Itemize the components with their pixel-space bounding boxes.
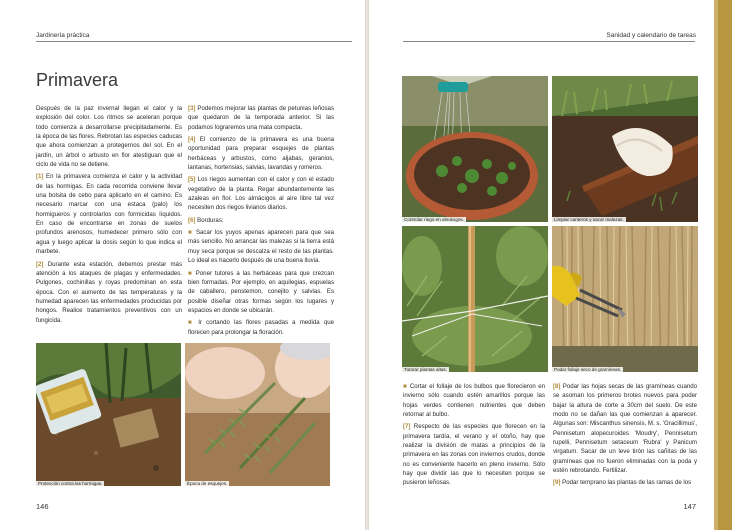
item-number: [7] — [403, 423, 411, 431]
photo-cuttings — [185, 343, 330, 486]
photo-staking — [402, 226, 548, 372]
text-column-1 — [36, 104, 182, 328]
bullet-icon: ■ — [188, 269, 193, 277]
grasses-illustration — [552, 226, 698, 372]
paragraph-6 — [188, 216, 334, 225]
bullet-icon: ■ — [403, 383, 408, 390]
paragraph-7 — [403, 422, 545, 487]
intro-paragraph: Después de la paz invernal llegan el calor y la explosión del color. Los ritmos se aceleran porque todo comienza a desarrollarse precipitadamente. Es la época de las flores. Rebrotan las especies caducas que ahora comienzan a protegernos del sol. En el jardín, un árbol o arbusto en flor atestiguan que el ciclo de vida no se detiene. — [36, 105, 182, 169]
bullet-text: Poner tutores a las herbáceas para que crezcan bien formadas. Por ejemplo, en aquilegias, espuelas de caballero, penstemon, conejito y salvias. Es posible diseñar otras formas según los lugares y espacios en donde se ubicarán. — [188, 269, 334, 314]
paragraph-text: Podar las hojas secas de las gramíneas cuando se asoman los primeros brotes nuevos para poder bajar la altura de corte a 30cm del suelo. De este modo no se dañan las que comienzan a aparecer. Algunas son: Miscanthus sinensis, M. s. 'Gracillimus', Pennisetum alopecuroides 'Moudry', Pennisetum rupelli, Pennisetum setaceum 'Rubra' y Panicum virgatum. Sacar de un leve tirón las cañitas de las gramíneas que no fueron eliminadas con la poda y estén rebrotando. Fertilizar. — [553, 383, 697, 475]
cuttings-illustration — [185, 343, 330, 486]
weeding-illustration — [552, 76, 698, 222]
staking-illustration — [402, 226, 548, 372]
text-column-2 — [188, 104, 334, 340]
photo-ant-control — [36, 343, 181, 486]
item-number: [8] — [553, 383, 561, 390]
bullet-text: Sacar los yuyos apenas aparecen para que sea más sencillo. No arrancar las malezas si la tierra está muy seca porque se descalza el resto de las plantas. Lo ideal es hacerlo después de una buena lluvia. — [188, 229, 334, 265]
paragraph-text: Podar temprano las plantas de las ramas de los — [560, 479, 692, 487]
right-page — [369, 0, 714, 530]
text-column-4 — [553, 382, 697, 491]
photo-weeding — [552, 76, 698, 222]
photo-caption: Podar follaje seco de gramíneas. — [554, 367, 622, 372]
photo-caption: Controlar riego en almácigos. — [404, 217, 465, 222]
paragraph-text: Los riegos aumentan con el calor y con el estado vegetativo de la planta. Regar abundantemente las azaleas en flor. Los almácigos al aire libre tal vez necesiten dos riegos livianos diarios. — [188, 176, 334, 212]
paragraph-text: Borduras: — [195, 216, 224, 224]
photo-grasses — [552, 226, 698, 372]
bullet-text: Cortar el follaje de los bulbos que florecieron en invierno sólo cuando estén amarillos porque las hojas verdes contienen nutrientes que deben retornar al bulbo. — [403, 383, 545, 419]
bullet-1 — [188, 228, 334, 265]
paragraph-text: Durante esta estación, debemos prestar más atención a los ataques de plagas y enfermedades. Pulgones, cochinillas y royas predominan en esta época. Con el aumento de las temperaturas y la humedad aparecen las enfermedades producidas por hongos. Realice tratamientos preventivos con un fungicida. — [36, 260, 182, 324]
text-column-3 — [403, 382, 545, 491]
item-number: [9] — [553, 479, 561, 487]
photo-caption: Protección contra las hormigas. — [38, 481, 103, 486]
item-number: [2] — [36, 260, 44, 268]
header-rule — [36, 41, 352, 42]
paragraph-text: En la primavera comienza el calor y la actividad de las hormigas. En cada recorrida conviene llevar una bolsita de cebo para aplicarlo en el camino. Es necesario marcar con una estaca (palo) los hormigueros y controlarlos con formicidas líquidos. En caso de encontrarse en zonas de suelos profundos arenosos, humedecer primero sólo con agua y luego aplicar la dosis según lo que indica el marbete. — [36, 173, 182, 256]
page-number-left: 146 — [36, 502, 49, 511]
paragraph-2 — [36, 260, 182, 325]
paragraph-text: Respecto de las especies que florecen en la primavera tardía, el verano y el otoño, hay que realizar la división de matas a principios de la primavera en las zonas con inviernos crudos, donde no es conveniente hacerlo en pleno invierno. Sólo hay que dividir las que lo necesiten porque se pusieron leñosas. — [403, 423, 545, 487]
item-number: [6] — [188, 216, 196, 224]
item-number: [5] — [188, 176, 196, 184]
paragraph-5 — [188, 175, 334, 212]
bullet-2 — [188, 269, 334, 316]
left-page — [0, 0, 365, 530]
paragraph-text: El comienzo de la primavera es una buena oportunidad para preparar esquejes de plantas herbáceas y arbustos, como aljabas, geranios, lantanas, hortensias, salvias, lavandas y romeros. — [188, 136, 334, 172]
header-rule — [403, 41, 695, 42]
paragraph-text: Podemos mejorar las plantas de petunias leñosas que quedaron de la temporada anterior. Si las podamos lograremos una mata compacta. — [188, 105, 334, 131]
bullet-3 — [188, 318, 334, 337]
item-number: [3] — [188, 105, 196, 112]
paragraph-4 — [188, 135, 334, 172]
paragraph-3 — [188, 104, 334, 132]
running-head-left: Jardinería práctica — [36, 32, 90, 39]
paragraph-9 — [553, 478, 697, 487]
photo-caption: Época de esquejes. — [187, 481, 228, 486]
photo-watering — [402, 76, 548, 222]
bullet-text: Ir cortando las flores pasadas a medida que florecen para prolongar la floración. — [188, 319, 334, 336]
soil-bait-illustration — [36, 343, 181, 486]
item-number: [4] — [188, 136, 196, 144]
page-edge-highlight — [714, 0, 718, 530]
bullet-bulbs — [403, 382, 545, 419]
running-head-right: Sanidad y calendario de tareas — [606, 32, 696, 39]
photo-caption: Tutorar plantas altas. — [404, 367, 447, 372]
bullet-icon: ■ — [188, 229, 193, 237]
page-title: Primavera — [36, 70, 119, 90]
paragraph-1 — [36, 172, 182, 256]
bullet-icon: ■ — [188, 319, 195, 327]
photo-caption: Limpiar canteros y sacar malezas. — [554, 217, 624, 222]
paragraph-8 — [553, 382, 697, 475]
page-number-right: 147 — [683, 502, 696, 511]
watering-illustration — [402, 76, 548, 222]
item-number: [1] — [36, 173, 44, 181]
